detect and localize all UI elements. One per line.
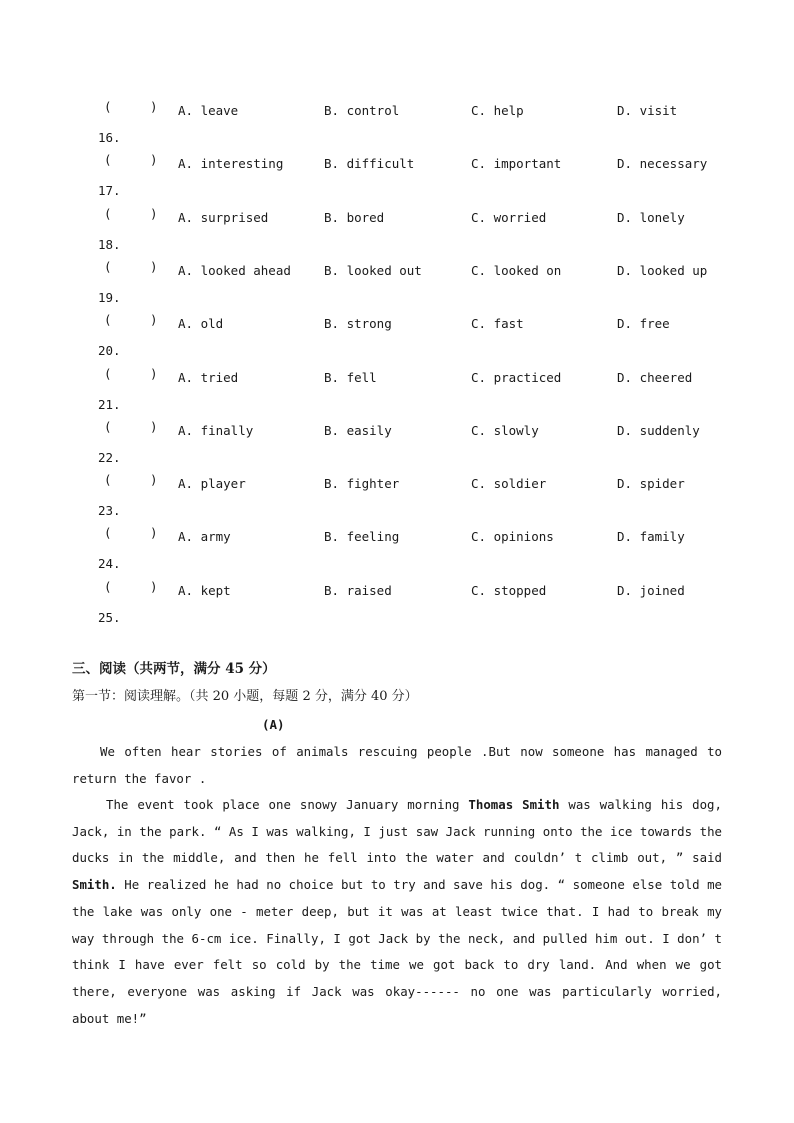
answer-paren-close: ) xyxy=(150,152,158,168)
answer-paren-open[interactable]: ( xyxy=(104,525,112,541)
passage-paragraph-1: We often hear stories of animals rescuing people .But now someone has managed to return the favor . xyxy=(72,744,722,786)
answer-paren-open[interactable]: ( xyxy=(104,418,112,434)
question-options-row xyxy=(0,154,794,174)
answer-paren-open[interactable]: ( xyxy=(104,472,112,488)
option-b: B. easily xyxy=(324,422,392,438)
question-options-row xyxy=(0,101,794,121)
option-a: A. player xyxy=(178,476,246,492)
option-c: C. stopped xyxy=(471,582,547,598)
option-d: D. necessary xyxy=(617,156,708,172)
passage-label: (A) xyxy=(262,717,285,732)
option-a: A. interesting xyxy=(178,156,284,172)
answer-paren-open[interactable]: ( xyxy=(104,578,112,594)
question-options-row xyxy=(0,258,794,281)
question-options-row xyxy=(0,578,794,601)
answer-paren-open[interactable]: ( xyxy=(104,365,112,381)
option-a: A. army xyxy=(178,529,231,545)
section-title: 三、阅读（共两节，满分 45 分） xyxy=(72,661,276,677)
option-a: A. tried xyxy=(178,369,239,385)
question-number: 24. xyxy=(98,556,121,572)
answer-paren-open[interactable]: ( xyxy=(104,258,112,274)
question-number: 17. xyxy=(98,183,121,199)
option-d: D. cheered xyxy=(617,369,693,385)
option-c: C. fast xyxy=(471,316,524,332)
option-c: C. slowly xyxy=(471,422,539,438)
option-d: D. suddenly xyxy=(617,422,700,438)
option-c: C. soldier xyxy=(471,476,547,492)
question-number: 16. xyxy=(98,130,121,145)
question-options-row xyxy=(0,474,794,494)
question-number: 19. xyxy=(98,289,121,305)
option-d: D. joined xyxy=(617,582,685,598)
section-subtitle: 第一节：阅读理解。（共 20 小题，每题 2 分，满分 40 分） xyxy=(72,689,418,704)
option-d: D. visit xyxy=(617,103,678,118)
question-number: 20. xyxy=(98,343,121,359)
answer-paren-close: ) xyxy=(150,205,158,221)
person-name: Smith. xyxy=(72,877,117,893)
option-b: B. strong xyxy=(324,316,392,332)
option-d: D. spider xyxy=(617,476,685,492)
option-c: C. help xyxy=(471,103,524,118)
question-number: 22. xyxy=(98,449,121,465)
passage-text: was walking his dog, Jack, in the park. “ As I was walking, I just saw Jack running onto the ice towards the ducks in the middle, and then he fell into the water and couldn’ t climb out, ” said xyxy=(72,797,722,866)
option-c: C. important xyxy=(471,156,562,172)
question-options-row xyxy=(0,205,794,228)
answer-paren-close: ) xyxy=(150,472,158,488)
question-number: 21. xyxy=(98,396,121,412)
question-number: 23. xyxy=(98,503,121,519)
option-d: D. family xyxy=(617,529,685,545)
question-number: 25. xyxy=(98,609,121,625)
option-a: A. finally xyxy=(178,422,254,438)
answer-paren-close: ) xyxy=(150,99,158,114)
option-a: A. leave xyxy=(178,103,239,118)
option-b: B. looked out xyxy=(324,262,422,278)
answer-paren-open[interactable]: ( xyxy=(104,152,112,168)
option-b: B. fell xyxy=(324,369,377,385)
option-c: C. opinions xyxy=(471,529,554,545)
passage-text: He realized he had no choice but to try and save his dog. “ someone else told me the lake was only one - meter deep, but it was at least twice that. I had to break my way through the 6-cm ice. Finally, I got Jack by the neck, and pulled him out. I don’ t think I have ever felt so cold by the time we got back to dry land. And when we got there, everyone was asking if Jack was okay------ no one was particularly worried, about me!” xyxy=(72,877,722,1026)
option-a: A. old xyxy=(178,316,224,332)
option-c: C. looked on xyxy=(471,262,562,278)
question-options-row xyxy=(0,418,794,441)
option-c: C. practiced xyxy=(471,369,562,385)
option-c: C. worried xyxy=(471,209,547,225)
question-options-row xyxy=(0,365,794,388)
question-options-row xyxy=(0,527,794,547)
passage-text: The event took place one snowy January morning xyxy=(106,797,469,812)
question-number: 18. xyxy=(98,236,121,252)
option-d: D. free xyxy=(617,316,670,332)
answer-paren-close: ) xyxy=(150,312,158,328)
option-d: D. lonely xyxy=(617,209,685,225)
answer-paren-open[interactable]: ( xyxy=(104,205,112,221)
option-b: B. bored xyxy=(324,209,385,225)
answer-paren-open[interactable]: ( xyxy=(104,312,112,328)
person-name: Thomas Smith xyxy=(468,797,560,812)
option-a: A. kept xyxy=(178,582,231,598)
answer-paren-close: ) xyxy=(150,258,158,274)
option-b: B. control xyxy=(324,103,400,118)
option-a: A. looked ahead xyxy=(178,262,291,278)
passage-paragraph-2 xyxy=(72,792,722,1032)
answer-paren-close: ) xyxy=(150,578,158,594)
question-options-row xyxy=(0,314,794,334)
answer-paren-open[interactable]: ( xyxy=(104,99,112,114)
option-d: D. looked up xyxy=(617,262,708,278)
answer-paren-close: ) xyxy=(150,418,158,434)
option-b: B. difficult xyxy=(324,156,415,172)
option-a: A. surprised xyxy=(178,209,269,225)
answer-paren-close: ) xyxy=(150,365,158,381)
option-b: B. raised xyxy=(324,582,392,598)
option-b: B. feeling xyxy=(324,529,400,545)
option-b: B. fighter xyxy=(324,476,400,492)
answer-paren-close: ) xyxy=(150,525,158,541)
